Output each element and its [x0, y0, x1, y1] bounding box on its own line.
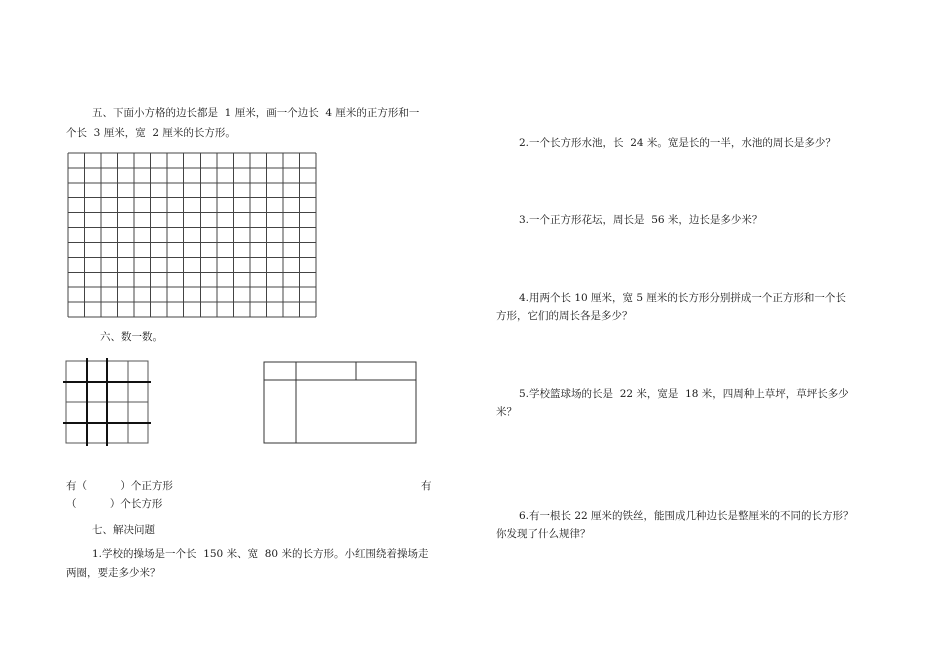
- rectangle-counting-figure: [262, 360, 420, 446]
- q6-title: 六、数一数。: [100, 331, 163, 343]
- problem-6-line2: 你发现了什么规律？: [496, 528, 591, 540]
- problem-1-line1: 1.学校的操场是一个长 150 米、宽 80 米的长方形。小红围绕着操场走: [92, 548, 429, 560]
- grid-paper: [67, 152, 317, 318]
- q5-line1: 五、下面小方格的边长都是 1 厘米，画一个边长 4 厘米的正方形和一: [92, 107, 420, 119]
- problem-4-line1: 4.用两个长 10 厘米，宽 5 厘米的长方形分别拼成一个正方形和一个长: [519, 292, 846, 304]
- problem-5-line1: 5.学校篮球场的长是 22 米，宽是 18 米，四周种上草坪，草坪长多少: [519, 388, 849, 400]
- problem-1-line2: 两圈，要走多少米？: [66, 567, 161, 579]
- problem-5-line2: 米？: [496, 406, 517, 418]
- problem-2: 2.一个长方形水池，长 24 米。宽是长的一半，水池的周长是多少？: [519, 137, 836, 149]
- problem-4-line2: 方形，它们的周长各是多少？: [496, 310, 633, 322]
- q7-title: 七、解决问题: [92, 524, 155, 536]
- square-counting-figure: [62, 357, 154, 447]
- q5-line2: 个长 3 厘米，宽 2 厘米的长方形。: [66, 127, 236, 139]
- rect-count-answer-prefix: 有: [421, 480, 432, 492]
- problem-6-line1: 6.有一根长 22 厘米的铁丝，能围成几种边长是整厘米的不同的长方形？: [519, 510, 854, 522]
- square-count-answer: 有（ ）个正方形: [66, 480, 173, 492]
- rect-count-answer: （ ）个长方形: [66, 498, 163, 510]
- problem-3: 3.一个正方形花坛，周长是 56 米，边长是多少米？: [519, 214, 763, 226]
